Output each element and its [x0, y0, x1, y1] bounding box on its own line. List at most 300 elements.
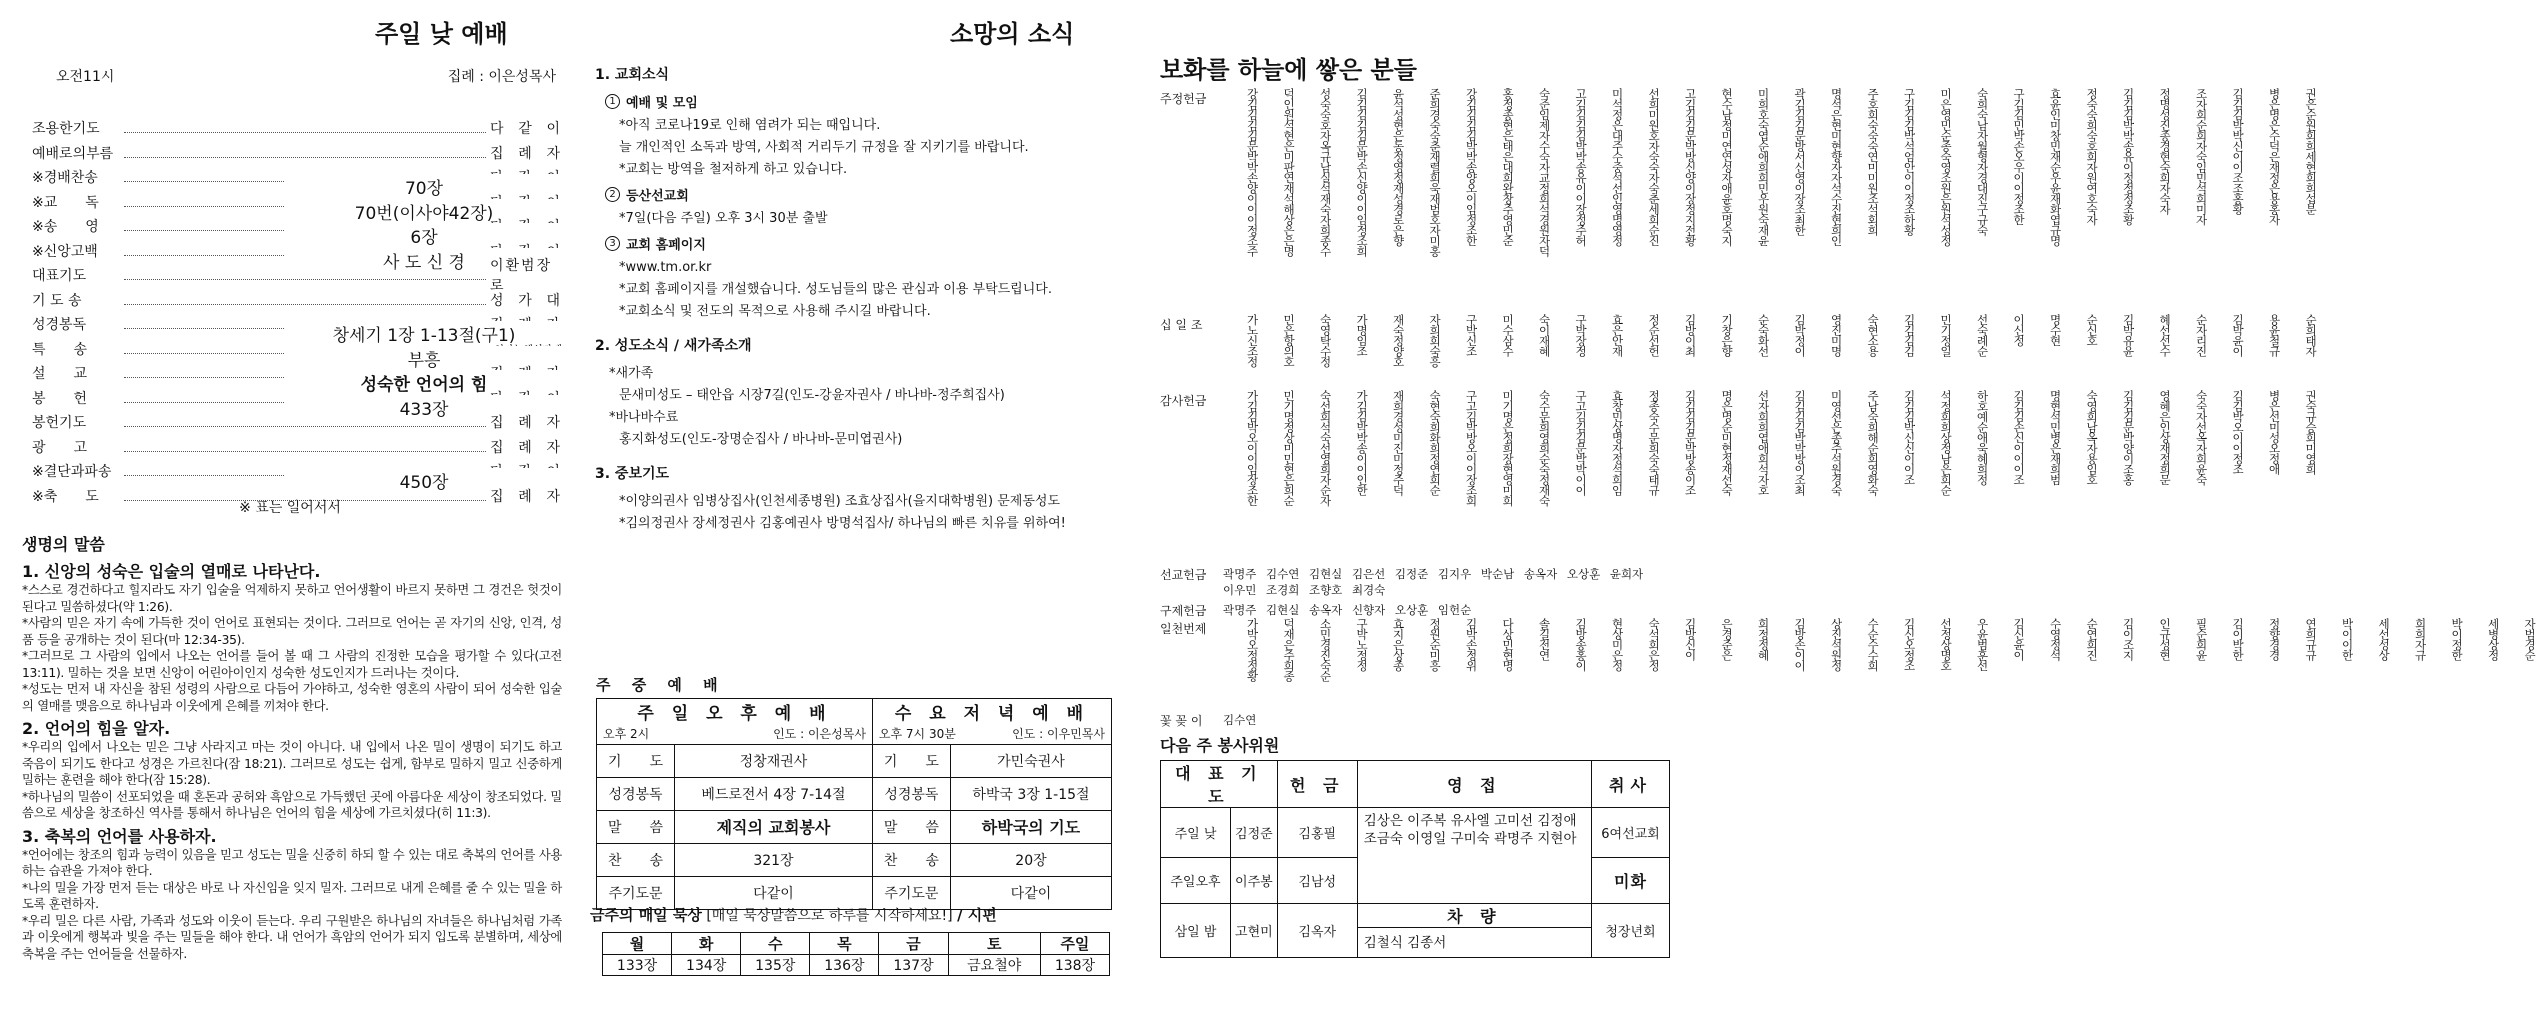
news-body	[595, 64, 1115, 535]
order-content: 450장	[284, 468, 564, 493]
row-label: 찬 송	[597, 843, 675, 876]
donor-name-column: 박이정한	[2450, 618, 2464, 660]
order-row	[32, 214, 562, 249]
donor-name-column: 구고김박방오이이장조희	[1464, 390, 1479, 506]
weekday-services-title: 주 중 예 배	[596, 676, 726, 694]
donor-name-column: 정숙숙희숙호희자원여호숙자	[2085, 88, 2099, 225]
donor-name-column: 순연희진	[2085, 618, 2099, 660]
pm-service-sub	[597, 724, 873, 744]
donor-name-column: 가노신조정	[1245, 314, 1260, 367]
donor-name-column: 성숙숙호자옥규남실석재숙자희종수	[1318, 88, 1333, 256]
donor-name-column: 권은순원희희세현희희섭분	[2304, 88, 2318, 214]
vol-service: 삼일 밤	[1161, 904, 1231, 958]
row-label: 기 도	[872, 744, 950, 777]
donor-name-column: 석정희희상정남은희순	[1939, 390, 1953, 495]
news-line: 늘 개인적인 소독과 방역, 사회적 거리두기 규정을 잘 지키기를 바랍니다.	[619, 140, 1029, 155]
order-person: 집 례 자	[490, 488, 562, 505]
vol-service: 주일오후	[1161, 858, 1231, 904]
homepage-link[interactable]: *www.tm.or.kr	[619, 260, 712, 275]
sermon-point-2: 2. 언어의 힘을 알자.	[22, 719, 171, 738]
wed-lead: 인도 : 이우민목사	[1012, 727, 1105, 742]
vol-header: 헌 금	[1277, 761, 1357, 808]
order-row	[32, 116, 562, 141]
donor-name-column: 선숙례순	[1975, 314, 1990, 356]
order-row	[32, 190, 562, 224]
donor-name-column: 준희경숙숙춘재렬희욱재범호자미홍	[1428, 88, 1442, 256]
vol-offering: 김옥자	[1277, 904, 1357, 958]
donor-name-column: 하호예순애욱혜희정	[1975, 390, 1990, 485]
donor-name-column: 김김김문박양이조홍	[2121, 390, 2136, 485]
order-row	[32, 410, 562, 435]
donor-name-column: 세선성상	[2377, 618, 2391, 660]
donor-name-column: 숙영희남옥자용임호	[2085, 390, 2099, 485]
donor-name-column: 현수남정미연연성자애윤호명숙지	[1720, 88, 1734, 246]
donor-name-column: 김신윤이	[2012, 618, 2026, 660]
sermon-title: 생명의 말씀	[22, 535, 105, 554]
donor-name-column: 김김김김	[1902, 314, 1917, 356]
row-label: 성경봉독	[597, 777, 675, 810]
donor-name-column: 구고김김김문박박이이	[1574, 390, 1588, 495]
donor-name-column: 희희자규	[2413, 618, 2428, 660]
donor-name-column: 미은영민순종숙영조원은원석성정	[1939, 88, 1953, 246]
meditation-day: 월	[603, 933, 672, 955]
donor-name-column: 이신정	[2012, 314, 2026, 346]
news-line: *교회 홈페이지를 개설했습니다. 성도님들의 많은 관심과 이용 부탁드립니다.	[619, 282, 1052, 297]
donor-name-column: 상진석원정	[1829, 618, 1844, 671]
order-row	[32, 361, 562, 396]
donor-name-column: 숙수문희영희순숙정재숙	[1537, 390, 1552, 506]
circle-number-icon: 3	[605, 236, 620, 251]
vol-offering: 김홍필	[1277, 808, 1357, 858]
pm-service-name: 주 일 오 후 예 배	[597, 699, 873, 725]
wed-word: 하박국의 기도	[950, 810, 1111, 843]
order-row	[32, 141, 562, 166]
donor-name-column: 김김김박신신이이조	[1902, 390, 1917, 485]
donor-name-column: 덕재은주희종	[1282, 618, 1296, 681]
meditation-chapter: 136장	[810, 955, 879, 976]
tithe-names	[1223, 314, 2318, 388]
meditation-chapter: 137장	[879, 955, 948, 976]
order-label: 기 도 송	[32, 292, 82, 309]
donor-name-column: 덕인원석현은미판연재석해상은은명	[1282, 88, 1296, 256]
donor-name-column: 김김김손신이이이조	[2012, 390, 2026, 485]
meditation-table	[602, 932, 1110, 976]
donor-name-column: 세병상정	[2486, 618, 2501, 660]
donor-name-column: 숙숙자선옥자희윤숙	[2194, 390, 2209, 485]
thousand-names	[1223, 618, 2537, 706]
donor-name-column: 미기명은정희장현영미희	[1501, 390, 1515, 506]
order-row	[32, 337, 562, 371]
pm-hymn: 321장	[675, 843, 873, 876]
donor-name-column: 정순선헌	[1647, 314, 1661, 356]
worship-title: 주일 낮 예배	[375, 20, 508, 48]
order-label: 봉 헌	[32, 390, 88, 407]
sermon-paragraph: *우리 밀은 다른 사람, 가족과 성도와 이웃이 듣는다. 우리 구원받은 하나님의 자녀들은 하나님처럼 가족과 이웃에게 행복과 빛을 주는 밀들을 해야 한다. 내 언어가 흑암의 언어가 되지 입도록 분별하며, 세상에 축복을 주는 언어들을 선물하자.	[22, 913, 562, 961]
wed-reading: 하박국 3장 1-15절	[950, 777, 1111, 810]
meditation-chapter: 135장	[741, 955, 810, 976]
dot-leader	[124, 344, 486, 371]
order-content: 성숙한 언어의 힘	[284, 370, 564, 395]
donor-name-column: 우윤범훈선	[1975, 618, 1990, 671]
dot-leader	[124, 417, 486, 427]
donors-column	[1160, 0, 2537, 1016]
worship-column	[20, 0, 560, 1016]
pm-prayer: 정창재권사	[675, 744, 873, 777]
donor-name-column: 김박손정위	[1464, 618, 1479, 671]
donor-name-column: 숙준임제자수숙자교정희석경원자덕	[1537, 88, 1552, 256]
dot-leader	[124, 295, 486, 305]
dot-leader	[124, 270, 486, 280]
thousand-label: 일천번제	[1160, 622, 1207, 636]
meditation-end: / 시편	[957, 906, 997, 924]
donor-name-column: 구박신조	[1464, 314, 1479, 356]
order-person: 집 례 자	[490, 145, 562, 162]
order-label: ※경배찬송	[32, 170, 98, 187]
order-row	[32, 288, 562, 313]
row-label: 주기도문	[872, 876, 950, 909]
volunteers-table	[1160, 760, 1670, 958]
donor-name-column: 솔길전연	[1537, 618, 1552, 660]
meditation-chapter: 138장	[1040, 955, 1109, 976]
donor-name-column: 김신오정조	[1902, 618, 1917, 671]
donor-name-column: 미희호숙엽순애희희민우원숙재윤	[1756, 88, 1771, 246]
donor-name-column: 순숙화선	[1756, 314, 1771, 356]
donor-name-column: 김박윤이	[2231, 314, 2245, 356]
donor-name-column: 재숙정양호	[1391, 314, 1406, 367]
worship-time: 오전11시	[56, 69, 115, 85]
donor-name-column: 정명성진종경현숙희자숙자	[2158, 88, 2172, 214]
donor-name-column: 순자리진	[2194, 314, 2209, 356]
news-line: *새가족	[609, 366, 654, 381]
donor-name-column: 주호희숙숙숙연미미원조석회희	[1866, 88, 1880, 235]
news-line: *아직 코로나19로 인해 염려가 되는 때입니다.	[619, 118, 881, 133]
mission-names-2: 이우민 조경희 조향호 최경숙	[1223, 583, 1386, 597]
flower-label: 꽃 꽂 이	[1160, 714, 1203, 728]
news-line: *7일(다음 주일) 오후 3시 30분 출발	[619, 211, 828, 226]
donor-name-column: 수순수수희	[1866, 618, 1880, 671]
news-sub-3	[605, 234, 1115, 253]
news-column	[590, 0, 1110, 1016]
vol-car: 김철식 김종서	[1357, 928, 1591, 958]
wed-lord: 다같이	[950, 876, 1111, 909]
row-label: 말 씀	[597, 810, 675, 843]
news-line: *이양의권사 임병상집사(인천세종병원) 조효상집사(을지대학병원) 문제동성도	[619, 494, 1061, 509]
mission-label: 선교헌금	[1160, 568, 1207, 582]
news-line: *교회소식 및 전도의 목적으로 사용해 주시길 바랍니다.	[619, 304, 931, 319]
donor-name-column: 명은명순미현정재선숙	[1720, 390, 1734, 495]
meditation-title	[590, 904, 997, 925]
order-content: 창세기 1장 1-13절(구1)	[284, 321, 564, 346]
news-sub-label: 교회 홈페이지	[626, 238, 706, 253]
donors-title: 보화를 하늘에 쌓은 분들	[1160, 56, 1417, 84]
sermon-paragraph: *그러므로 그 사람의 입에서 나오는 언어를 들어 볼 때 그 사람의 진정한 모습을 평가할 수 있다(고전 13:11). 밀하는 것을 보면 신앙이 어린아이인지 성숙한 성도인지가 드러나는 것이다.	[22, 649, 562, 680]
donor-name-column: 필순희윤	[2194, 618, 2209, 660]
sunday-offering-names	[1223, 88, 2318, 316]
order-person: 성 가 대	[490, 292, 562, 309]
donor-name-column: 고김김김김박박송유이이장정주허	[1574, 88, 1588, 246]
order-label: 대표기도	[32, 268, 87, 285]
news-section-2: 2. 성도소식 / 새가족소개	[595, 338, 752, 354]
donor-name-column: 김김박오이이정조	[2231, 390, 2245, 474]
donor-name-column: 명현석민병은재희범	[2048, 390, 2063, 485]
vol-header: 취사	[1592, 761, 1670, 808]
donor-name-column: 김김김김문박방송이조	[1683, 390, 1698, 495]
donor-name-column: 민기정일	[1939, 314, 1953, 356]
tithe-sunday-label: 주정헌금	[1160, 92, 1207, 106]
vol-prayer: 김정준	[1231, 808, 1278, 858]
row-label: 찬 송	[872, 843, 950, 876]
vol-car-title: 차 량	[1357, 904, 1591, 928]
donor-name-column: 민은항의호	[1282, 314, 1296, 367]
donor-name-column: 희정정혜	[1756, 618, 1771, 660]
donor-name-column: 김이박한	[2231, 618, 2245, 660]
thanks-label: 감사헌금	[1160, 394, 1207, 408]
mission-names: 곽명주 김수연 김현실 김은선 김정준 김지우 박순남 송옥자 오상훈 윤희자	[1223, 567, 1644, 581]
donor-name-column: 수영정석	[2048, 618, 2063, 660]
donor-name-column: 영혜은인상재정희문	[2158, 390, 2172, 485]
stand-note: ※ 표는 일어서서	[239, 500, 341, 516]
pm-time: 오후 2시	[603, 727, 650, 742]
news-title: 소망의 소식	[950, 20, 1075, 48]
order-label: ※결단과파송	[32, 464, 112, 481]
vol-prayer: 이주봉	[1231, 858, 1278, 904]
donor-name-column: 선자희희엽애희석자호	[1756, 390, 1771, 495]
donor-name-column: 재희경성미진미정주덕	[1391, 390, 1406, 495]
meditation-chapter: 134장	[672, 955, 741, 976]
circle-number-icon: 2	[605, 187, 620, 202]
wed-prayer: 가민숙권사	[950, 744, 1111, 777]
row-label: 성경봉독	[872, 777, 950, 810]
dot-leader	[124, 442, 486, 452]
donor-name-column: 김이조지	[2121, 618, 2136, 660]
donor-name-column: 미영선은종주석원경숙	[1829, 390, 1844, 495]
donor-name-column: 곽김김김문방서신영이장조최한	[1793, 88, 1807, 235]
donor-name-column: 선희미원호자숙숙자숙춘세희순진	[1647, 88, 1661, 246]
news-sub-1	[605, 92, 1115, 111]
thanks-names	[1223, 390, 2318, 550]
dot-leader	[124, 246, 486, 273]
donor-name-column: 민기명정상미민현은희순	[1282, 390, 1296, 506]
wed-hymn: 20장	[950, 843, 1111, 876]
order-label: 특 송	[32, 341, 88, 358]
order-content: 사 도 신 경	[284, 248, 564, 273]
order-label: 조용한기도	[32, 121, 100, 138]
relief-label: 구제헌금	[1160, 604, 1207, 618]
wed-service-sub	[872, 724, 1111, 744]
dot-leader	[124, 172, 486, 200]
order-label: 광 고	[32, 439, 88, 456]
vol-cooking: 6여선교회	[1592, 808, 1670, 858]
vol-header: 대 표 기 도	[1161, 761, 1278, 808]
donor-name-column: 순희태자	[2304, 314, 2318, 356]
order-content: 70장	[284, 174, 564, 199]
donor-name-column: 효윤인미창민재순우윤재화엽규명	[2048, 88, 2063, 246]
order-row	[32, 459, 562, 494]
donor-name-column: 김방송홍이	[1574, 618, 1588, 671]
donor-name-column: 숙현숙희화희정연희순	[1428, 390, 1442, 495]
vol-offering: 김남성	[1277, 858, 1357, 904]
donor-name-column: 김박유윤	[2121, 314, 2136, 356]
donor-name-column: 김김김박박송유이정정정조황	[2121, 88, 2136, 225]
pm-word: 제직의 교회봉사	[675, 810, 873, 843]
donor-name-column: 구김김김박석엄안이이정조하황	[1902, 88, 1917, 235]
donor-name-column: 윤석성현은동정영정재성경로은향	[1391, 88, 1406, 246]
donor-name-column: 가김김박박송이이인한	[1355, 390, 1369, 495]
pm-lord: 다같이	[675, 876, 873, 909]
dot-leader	[124, 368, 488, 396]
donor-name-column: 정향경경	[2267, 618, 2282, 660]
vol-service: 주일 낮	[1161, 808, 1231, 858]
wed-time: 오후 7시 30분	[878, 727, 956, 742]
vol-flower: 청장년회	[1592, 904, 1670, 958]
donor-name-column: 용윤철규	[2267, 314, 2282, 356]
donor-name-column: 권숙규승희미영희	[2304, 390, 2318, 474]
donor-name-column: 가김김박오이이임장조한	[1245, 390, 1260, 506]
donor-name-column: 병은선미성오정애	[2267, 390, 2282, 474]
donor-name-column: 구박장정	[1574, 314, 1588, 356]
donor-name-column: 숙이재혜	[1537, 314, 1552, 356]
order-content: 6장	[284, 223, 564, 248]
meditation-day: 목	[810, 933, 879, 955]
dot-leader	[124, 466, 486, 494]
meditation-day: 화	[672, 933, 741, 955]
news-line: *바나바수료	[609, 410, 679, 425]
donor-name-column: 가명임조	[1355, 314, 1369, 356]
dot-leader	[124, 148, 486, 158]
order-label: ※축 도	[32, 488, 99, 505]
donor-name-column: 자희희숙흥	[1428, 314, 1442, 367]
vol-greeters: 김상은 이주복 유사엘 고미선 김정애 조금숙 이영일 구미숙 곽명주 지현아	[1357, 808, 1591, 904]
order-person: 이환범장로	[490, 258, 553, 295]
sermon	[22, 532, 562, 962]
sermon-point-3: 3. 축복의 언어를 사용하자.	[22, 826, 217, 846]
dot-leader	[124, 319, 516, 347]
donor-name-column: 효지은상종	[1391, 618, 1406, 671]
donor-name-column: 정원순미흥	[1428, 618, 1442, 671]
order-label: 성경봉독	[32, 317, 87, 334]
news-sub-2	[605, 185, 1115, 204]
flower-names: 김수연	[1223, 713, 1257, 727]
pm-lead: 인도 : 이은성목사	[773, 727, 866, 742]
news-line: *교회는 방역을 철저하게 하고 있습니다.	[619, 162, 848, 177]
order-label: 설 교	[32, 366, 88, 383]
news-line: 홍지화성도(인도-장명순집사 / 바나바-문미엽권사)	[619, 432, 903, 447]
donor-name-column: 미석정은대주수중석선인영명영정	[1610, 88, 1625, 246]
news-section-3: 3. 중보기도	[595, 466, 670, 482]
row-label: 말 씀	[872, 810, 950, 843]
donor-name-column: 현상미은정	[1610, 618, 1625, 671]
order-row	[32, 312, 562, 347]
order-content: 70번(이사야42장)	[284, 199, 564, 224]
donor-name-column: 김방신이	[1683, 618, 1698, 660]
donor-name-column: 김김김김김문박손신양이이임정조희	[1355, 88, 1369, 256]
dot-leader	[124, 123, 486, 133]
news-sub-label: 등산선교회	[626, 189, 689, 204]
donor-name-column: 고김김김문박방신양이장정지전황	[1683, 88, 1698, 246]
order-person: 집 례 자	[490, 439, 562, 456]
donor-name-column: 김방이최	[1683, 314, 1698, 356]
donor-name-column: 숙현소용	[1866, 314, 1880, 356]
donor-name-column: 구박노정정	[1355, 618, 1369, 671]
order-row	[32, 239, 562, 273]
donor-name-column: 주남숙희해순희영화숙	[1866, 390, 1880, 495]
donor-name-column: 소민경진숙순	[1318, 618, 1333, 681]
news-line: 문새미성도 – 태안읍 시장7길(인도-강윤자권사 / 바나바-정주희집사)	[619, 388, 1005, 403]
news-sub-label: 예배 및 모임	[626, 96, 698, 111]
circle-number-icon: 1	[605, 94, 620, 109]
donor-name-column: 홍정종현은태은대희완창주영민준	[1501, 88, 1515, 246]
meditation-day: 주일	[1040, 933, 1109, 955]
donor-name-column: 조자희순희자숙임민석희미자	[2194, 88, 2209, 225]
relief-names: 곽명주 김현실 송옥자 신향자 오상훈 임헌순	[1223, 603, 1472, 617]
donor-name-column: 숙선희석숙선영희자순자	[1318, 390, 1333, 506]
meditation-day: 수	[741, 933, 810, 955]
order-row	[32, 386, 562, 420]
donor-name-column: 인규성현	[2158, 618, 2172, 660]
worship-order	[32, 116, 562, 508]
donor-name-column: 정종숙수문희숙숙태규	[1647, 390, 1661, 495]
donor-name-column: 다상민현명	[1501, 618, 1515, 671]
volunteers-title: 다음 주 봉사위원	[1160, 736, 1280, 755]
row-label: 기 도	[597, 744, 675, 777]
donor-name-column: 미수삼수	[1501, 314, 1515, 356]
dot-leader	[124, 197, 494, 224]
sermon-paragraph: *성도는 먼저 내 자신을 참된 성령의 사람으로 다듬어 가야하고, 성숙한 영혼의 사람이 되어 성숙한 입술의 열매를 맺음으로 하나님과 이웃에게 은혜를 끼쳐야 한다.	[22, 682, 562, 713]
order-label: ※신앙고백	[32, 243, 98, 260]
donor-name-column: 명수현	[2048, 314, 2063, 346]
order-label: ※송 영	[32, 219, 99, 236]
donor-name-column: 순신호	[2085, 314, 2099, 346]
donor-name-column: 효창민상명자정석희임	[1610, 390, 1625, 495]
news-line: *김의정권사 장세정권사 김홍예권사 방명석집사/ 하나님의 빠른 치유를 위하여!	[619, 516, 1066, 531]
sermon-paragraph: *나의 밀을 가장 먼저 듣는 대상은 바로 나 자신임을 잊지 밀자. 그러므로 내게 은혜를 줄 수 있는 밀을 하도록 훈련하자.	[22, 880, 562, 911]
worship-meta	[56, 66, 556, 86]
dot-leader	[124, 221, 486, 249]
donor-name-column: 김방손이이	[1793, 618, 1807, 671]
order-content: 부흥	[284, 346, 564, 371]
donor-name-column: 김박정이	[1793, 314, 1807, 356]
donor-name-column: 가박오정정황	[1245, 618, 1260, 681]
donor-name-column: 강김김김김문박박손양이이이정조주	[1245, 88, 1260, 256]
news-section-1: 1. 교회소식	[595, 67, 670, 83]
order-person: 집 례 자	[490, 415, 562, 432]
sermon-point-1: 1. 신앙의 성숙은 입술의 열매로 나타난다.	[22, 562, 321, 581]
donor-name-column: 기창은향	[1720, 314, 1734, 356]
tithe-label: 십 일 조	[1160, 318, 1203, 332]
donor-name-column: 효은안재	[1610, 314, 1625, 356]
worship-leader: 집례 : 이은성목사	[447, 69, 556, 85]
vol-header: 영 접	[1357, 761, 1591, 808]
order-row	[32, 435, 562, 460]
dot-leader	[124, 393, 486, 420]
donor-name-column: 숙영탁수정	[1318, 314, 1333, 367]
order-label: ※교 독	[32, 194, 99, 211]
donor-name-column: 강김김김김박박송양오이임정조한	[1464, 88, 1479, 246]
row-label: 주기도문	[597, 876, 675, 909]
meditation-title-text: 금주의 매일 묵상	[590, 906, 702, 924]
order-content: 433장	[284, 395, 564, 420]
vol-prayer: 고현미	[1231, 904, 1278, 958]
order-label: 봉헌기도	[32, 415, 87, 432]
donor-name-column: 연희규규	[2304, 618, 2318, 660]
donor-name-column: 혜선선수	[2158, 314, 2172, 356]
donor-name-column: 병은명은수덕은재정은용홍자	[2267, 88, 2282, 225]
sermon-paragraph: *우리의 입에서 나오는 믿은 그냥 사라지고 마는 것이 아니다. 내 입에서 나온 밀이 생명이 되기도 하고 죽음이 되기도 한다고 성경은 가르친다(잠 18:21). 그러므로 성도는 쉽게, 함부로 밀하지 밀고 신중하게 밀하는 훈련을 해야 한다(잠 15:28).	[22, 740, 562, 787]
meditation-chapter: 금요철야	[948, 955, 1040, 976]
donor-name-column: 명석은현미현향자자석수진현희인	[1829, 88, 1844, 246]
weekday-services-table	[596, 698, 1112, 910]
meditation-day: 금	[879, 933, 948, 955]
